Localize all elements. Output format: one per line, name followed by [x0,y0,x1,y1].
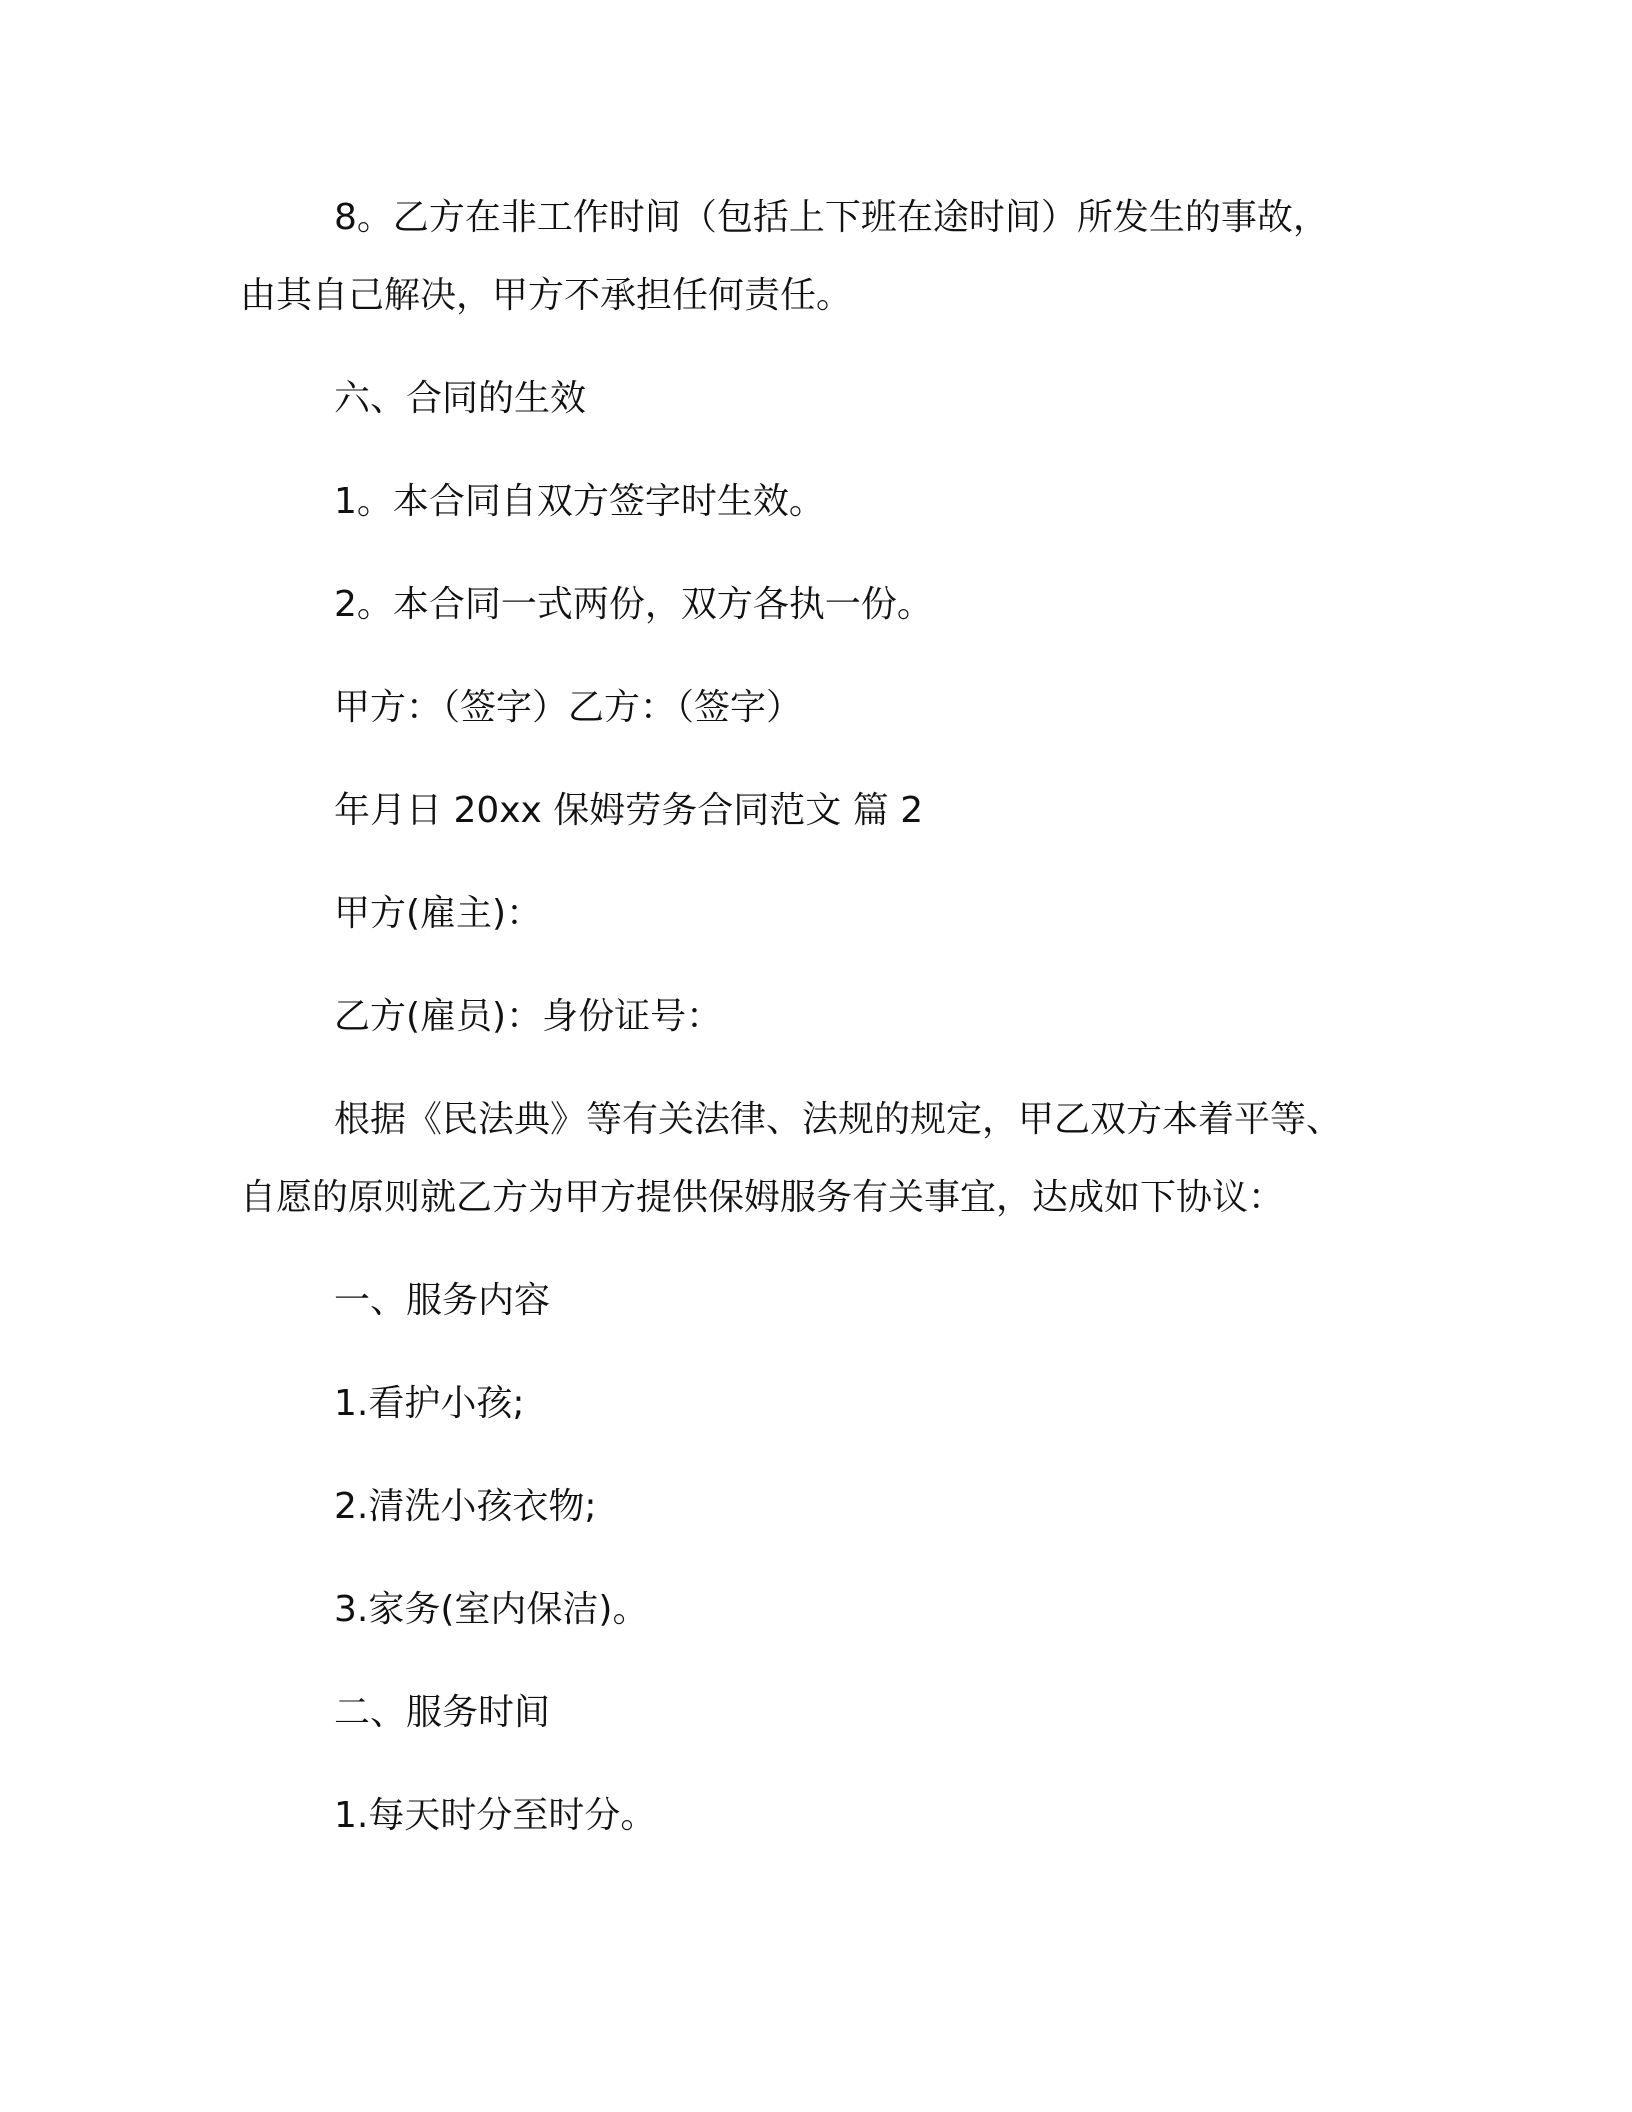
paragraph-line: 甲方：（签字）乙方：（签字） [334,687,803,728]
paragraph-line: 2。本合同一式两份，双方各执一份。 [334,584,933,625]
paragraph-line: 1.每天时分至时分。 [334,1795,657,1836]
paragraph-line: 3.家务(室内保洁)。 [334,1589,649,1630]
paragraph-line: 甲方(雇主)： [334,893,543,934]
paragraph-line: 年月日 20xx 保姆劳务合同范文 篇 2 [334,790,924,831]
paragraph-line: 根据《民法典》等有关法律、法规的规定，甲乙双方本着平等、 [334,1099,1343,1140]
paragraph-line: 六、合同的生效 [334,378,587,419]
paragraph-line: 乙方(雇员)：身份证号： [334,996,723,1037]
paragraph-line: 一、服务内容 [334,1280,551,1321]
paragraph-line: 自愿的原则就乙方为甲方提供保姆服务有关事宜，达成如下协议： [240,1177,1285,1218]
paragraph-line: 二、服务时间 [334,1692,551,1733]
paragraph-line: 8。乙方在非工作时间（包括上下班在途时间）所发生的事故， [334,197,1329,238]
paragraph-line: 1.看护小孩; [334,1383,525,1424]
paragraph-line: 由其自己解决，甲方不承担任何责任。 [240,275,853,316]
paragraph-line: 1。本合同自双方签字时生效。 [334,481,825,522]
paragraph-line: 2.清洗小孩衣物; [334,1486,597,1527]
